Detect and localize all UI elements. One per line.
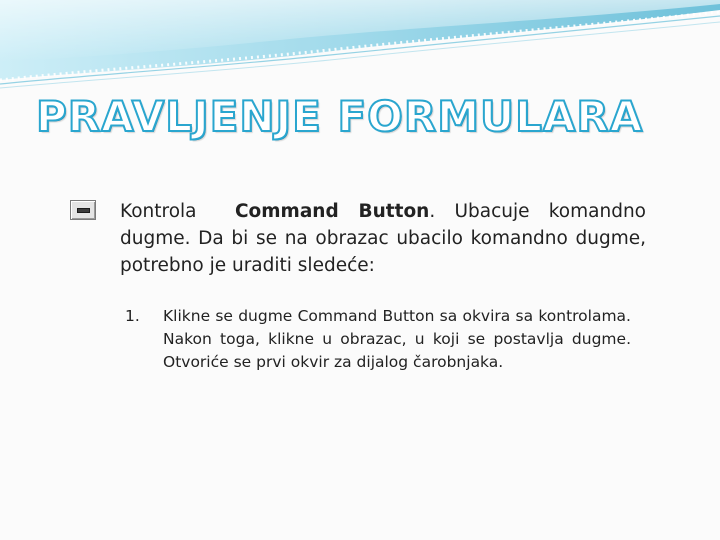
paragraph-rest: . Ubacuje komandno dugme. Da bi se na obrazac ubacilo komandno dugme, potrebno je uraditi sledeće:: [120, 201, 646, 276]
command-button-icon-bar: [77, 208, 90, 213]
header-banner: [0, 0, 720, 90]
command-button-icon: [70, 200, 96, 220]
steps-list: [125, 305, 631, 374]
control-name: Command Button: [234, 201, 430, 222]
intro-paragraph: [120, 198, 646, 279]
paragraph-label: Kontrola: [120, 201, 197, 222]
step-text: Klikne se dugme Command Button sa okvira sa kontrolama. Nakon toga, klikne u obrazac, u koji se postavlja dugme. Otvoriće se prvi okvir za dijalog čarobnjaka.: [163, 307, 631, 371]
slide-title: PRAVLJENJE FORMULARA: [36, 92, 644, 141]
step-number: 1.: [125, 307, 140, 325]
list-item: [125, 305, 631, 374]
